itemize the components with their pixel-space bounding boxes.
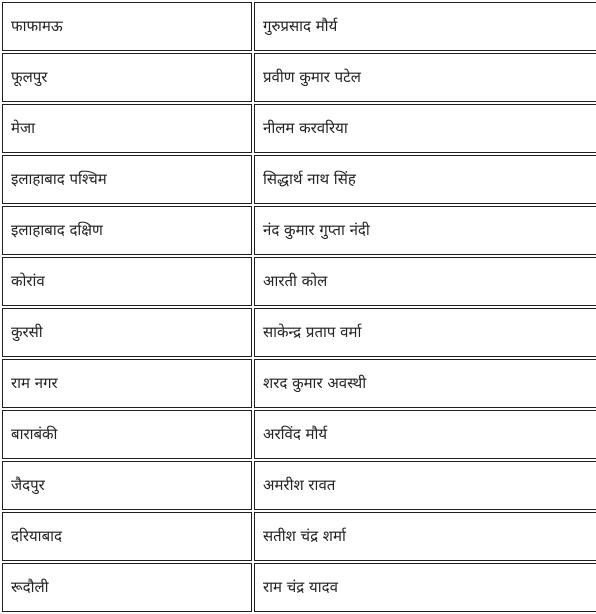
constituency-cell: कोरांव [2, 257, 252, 306]
constituency-cell: मेजा [2, 104, 252, 153]
table-row [2, 2, 596, 51]
candidate-cell: गुरुप्रसाद मौर्य [254, 2, 596, 51]
candidate-cell: राम चंद्र यादव [254, 563, 596, 612]
candidate-cell: अमरीश रावत [254, 461, 596, 510]
table-row [2, 359, 596, 408]
candidate-cell: आरती कोल [254, 257, 596, 306]
constituency-cell: जैदपुर [2, 461, 252, 510]
table-row [2, 104, 596, 153]
constituency-cell: इलाहाबाद दक्षिण [2, 206, 252, 255]
candidate-cell: शरद कुमार अवस्थी [254, 359, 596, 408]
candidate-cell: अरविंद मौर्य [254, 410, 596, 459]
candidate-cell: साकेन्द्र प्रताप वर्मा [254, 308, 596, 357]
constituency-cell: राम नगर [2, 359, 252, 408]
candidate-cell: सतीश चंद्र शर्मा [254, 512, 596, 561]
table-row [2, 206, 596, 255]
candidate-cell: प्रवीण कुमार पटेल [254, 53, 596, 102]
constituency-cell: फूलपुर [2, 53, 252, 102]
constituency-cell: इलाहाबाद पश्चिम [2, 155, 252, 204]
table-row [2, 461, 596, 510]
table-row [2, 410, 596, 459]
table-row [2, 53, 596, 102]
constituency-cell: फाफामऊ [2, 2, 252, 51]
candidate-cell: सिद्धार्थ नाथ सिंह [254, 155, 596, 204]
table-row [2, 308, 596, 357]
constituency-cell: बाराबंकी [2, 410, 252, 459]
table-row [2, 257, 596, 306]
table-row [2, 563, 596, 612]
table-row [2, 512, 596, 561]
table-body [2, 2, 596, 612]
constituency-cell: रूदौली [2, 563, 252, 612]
constituency-cell: कुरसी [2, 308, 252, 357]
candidate-cell: नंद कुमार गुप्ता नंदी [254, 206, 596, 255]
candidate-cell: नीलम करवरिया [254, 104, 596, 153]
table-row [2, 155, 596, 204]
constituency-cell: दरियाबाद [2, 512, 252, 561]
